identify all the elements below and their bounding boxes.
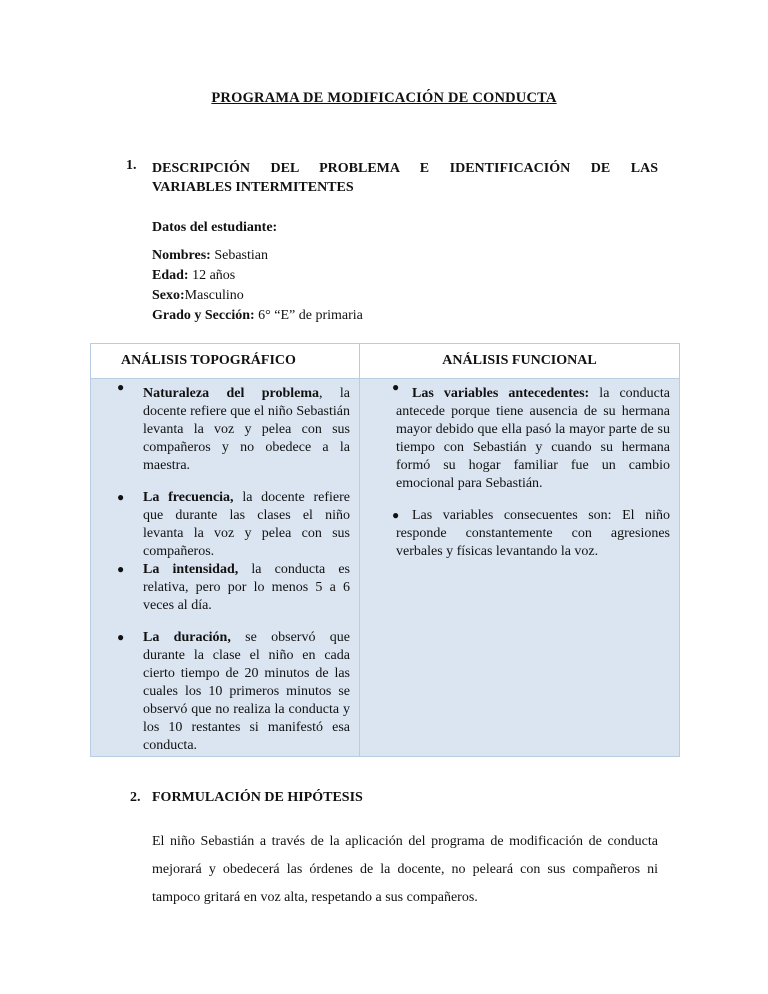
name-label: Nombres: [152, 248, 211, 263]
topographic-cell [91, 379, 360, 757]
list-item: ● La frecuencia, la docente refiere que durante las clases el niño levanta la voz y pelea con sus compañeros. [117, 490, 350, 559]
name-value: Sebastian [214, 248, 268, 263]
section1-number: 1. [126, 158, 137, 173]
student-name-row [152, 246, 268, 266]
sex-label: Sexo: [152, 288, 185, 303]
list-item: ● La intensidad, la conducta es relativa, pero por lo menos 5 a 6 veces al día. [117, 562, 351, 613]
header-functional: ANÁLISIS FUNCIONAL [360, 344, 680, 379]
grade-value: 6° “E” de primaria [258, 308, 363, 323]
bullet-icon: ● [117, 490, 125, 504]
age-value: 12 años [192, 268, 236, 283]
sex-value: Masculino [184, 288, 244, 303]
section2-heading: FORMULACIÓN DE HIPÓTESIS [152, 790, 363, 805]
student-sex-row [152, 286, 244, 306]
section2-number: 2. [130, 790, 141, 805]
document-title: PROGRAMA DE MODIFICACIÓN DE CONDUCTA [211, 90, 557, 106]
grade-label: Grado y Sección: [152, 308, 255, 323]
list-item: ● Naturaleza del problema, la docente refiere que el niño Sebastián levanta la voz y pelea con sus compañeros y no obedece a la maestra. [117, 380, 351, 473]
section1-heading-line1: DESCRIPCIÓN DEL PROBLEMA E IDENTIFICACIÓN DE LAS [152, 161, 658, 176]
header-topographic: ANÁLISIS TOPOGRÁFICO [91, 344, 360, 379]
bullet-icon: ● [392, 508, 400, 522]
list-item: ● Las variables consecuentes son: El niño responde constantemente con agresiones verbales y físicas levantando la voz. [392, 508, 670, 559]
student-grade-row [152, 306, 363, 326]
list-item: ● Las variables antecedentes: la conducta antecede porque tiene ausencia de su hermana mayor debido que ella pasó la mayor parte de su tiempo con Sebastián y cuando su hermana formó su hogar familiar fue un cambio emocional para Sebastián. [392, 380, 671, 491]
age-label: Edad: [152, 268, 189, 283]
section1-heading-line2: VARIABLES INTERMITENTES [152, 180, 354, 195]
list-item: ● La duración, se observó que durante la clase el niño en cada cierto tiempo de 20 minutos de las cuales los 10 primeros minutos se observó que no realiza la conducta y los 10 restantes si manifestó esa conducta. [117, 630, 351, 753]
bullet-icon: ● [392, 380, 400, 394]
functional-cell [360, 379, 680, 757]
bullet-icon: ● [117, 562, 125, 576]
student-data-heading: Datos del estudiante: [152, 220, 278, 235]
student-age-row [152, 266, 235, 286]
bullet-icon: ● [117, 380, 125, 394]
analysis-table [90, 343, 680, 757]
hypothesis-paragraph: El niño Sebastián a través de la aplicación del programa de modificación de conducta mejorará y obedecerá las órdenes de la docente, no peleará con sus compañeros ni tampoco gritará en voz alta, respetando a sus compañeros. [152, 834, 658, 905]
bullet-icon: ● [117, 630, 125, 644]
